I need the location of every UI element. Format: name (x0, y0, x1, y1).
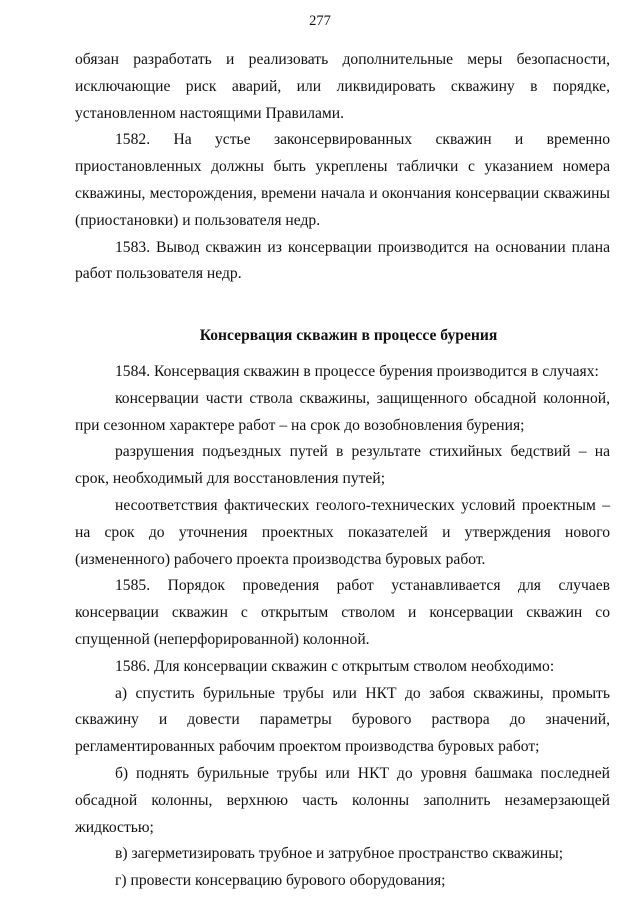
paragraph-1584: 1584. Консервация скважин в процессе бурения производится в случаях: (115, 362, 599, 380)
list-item-b: б) поднять бурильные трубы или НКТ до уровня башмака последней обсадной колонны, верхнюю часть колонны заполнить незамерзающей жидкостью; (75, 764, 610, 836)
paragraph-1583: 1583. Вывод скважин из консервации производится на основании плана работ пользователя недр. (75, 238, 610, 283)
page-number: 277 (309, 13, 331, 29)
list-item-road-damage: разрушения подъездных путей в результате стихийных бедствий – на срок, необходимый для восстановления путей; (75, 443, 610, 488)
paragraph-1582: 1582. На устье законсервированных скважин и временно приостановленных должны быть укреплены таблички с указанием номера скважины, месторождения, времени начала и окончания консервации скважины (приостановки) и пользователя недр. (75, 131, 610, 229)
document-body (75, 47, 610, 895)
paragraph-continuation: обязан разработать и реализовать дополнительные меры безопасности, исключающие риск аварий, или ликвидировать скважину в порядке, установленном настоящими Правилами. (75, 51, 610, 122)
list-item-seasonal: консервации части ствола скважины, защищенного обсадной колонной, при сезонном характере работ – на срок до возобновления бурения; (75, 389, 610, 434)
list-item-geology-mismatch: несоответствия фактических геолого-технических условий проектным – на срок до уточнения проектных показателей и утверждения нового (измененного) рабочего проекта производства буровых работ. (75, 496, 610, 568)
list-item-g: г) провести консервацию бурового оборудования; (115, 872, 446, 890)
section-gap (75, 288, 610, 305)
list-item-a: а) спустить бурильные трубы или НКТ до забоя скважины, промыть скважину и довести параметры бурового раствора до значений, регламентированных рабочим проектом производства буровых работ; (75, 684, 610, 756)
list-item-v: в) загерметизировать трубное и затрубное пространство скважины; (115, 845, 564, 863)
paragraph-1585: 1585. Порядок проведения работ устанавливается для случаев консервации скважин с открытым стволом и консервации скважин со спущенной (неперфорированной) колонной. (75, 577, 610, 648)
paragraph-1586: 1586. Для консервации скважин с открытым стволом необходимо: (115, 657, 555, 675)
section-heading: Консервация скважин в процессе бурения (199, 327, 498, 345)
